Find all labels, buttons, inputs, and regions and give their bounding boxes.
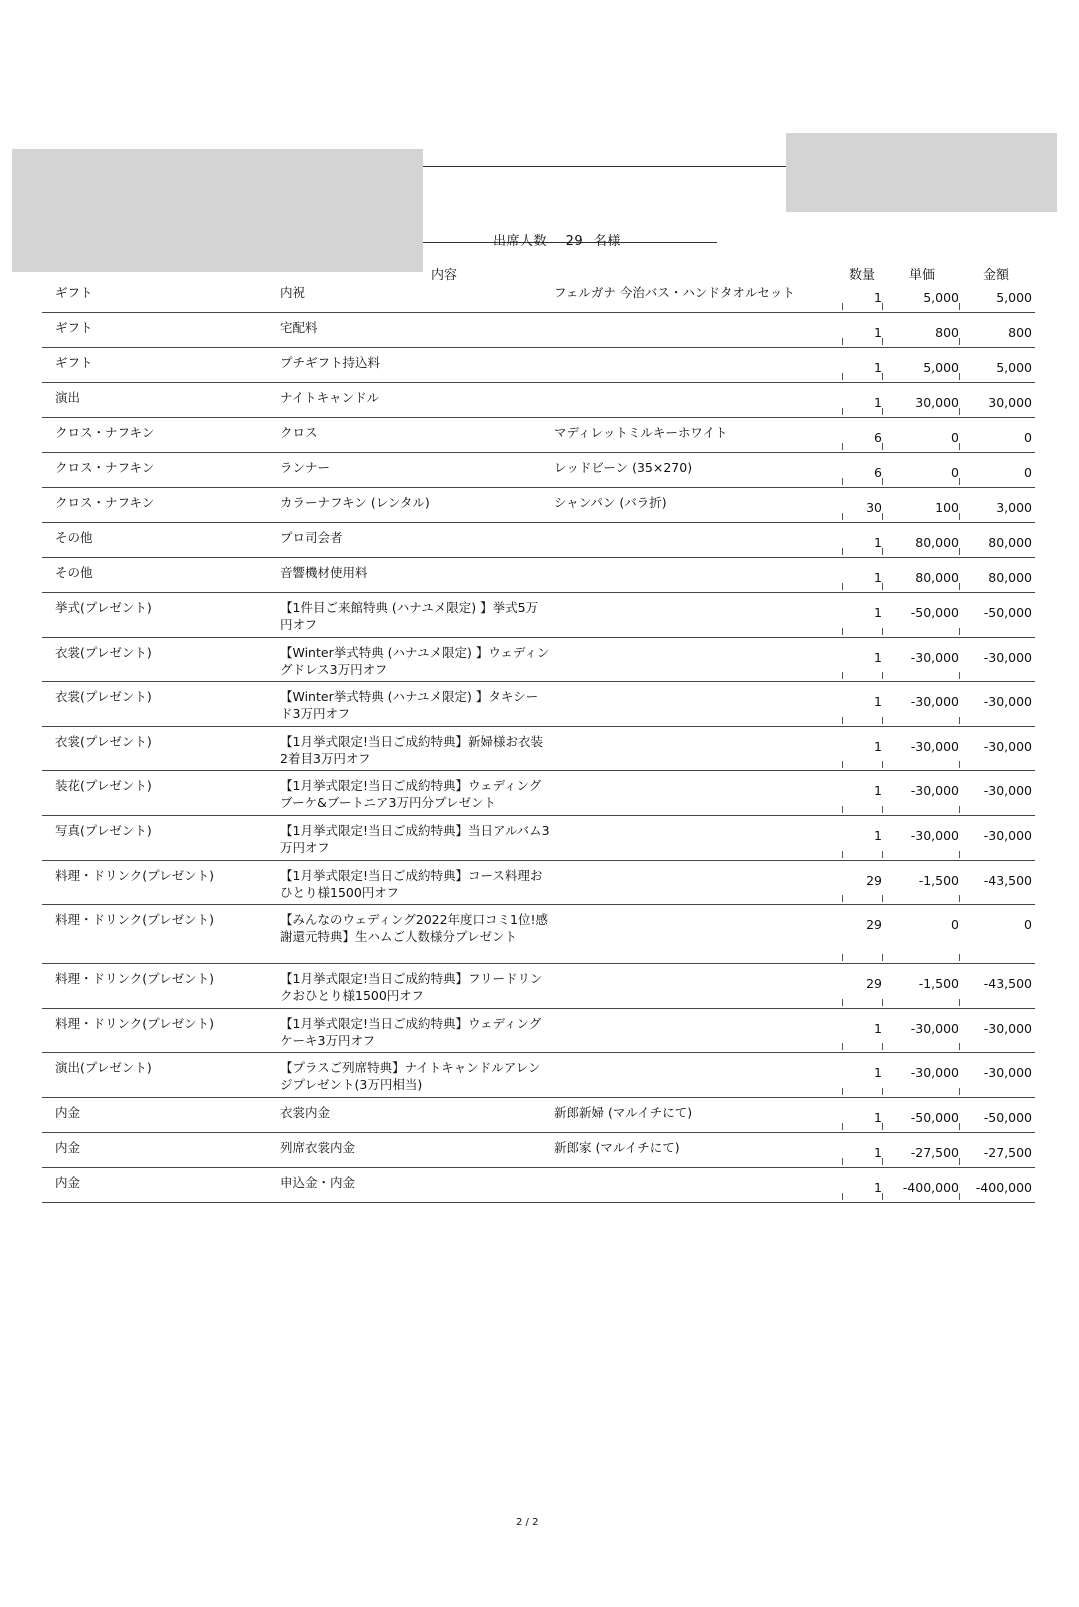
table-row: [42, 487, 1035, 523]
category-cell: 装花(プレゼント): [55, 778, 152, 793]
column-tick: [959, 999, 960, 1006]
column-tick: [959, 717, 960, 724]
quantity-cell: 29: [866, 917, 882, 932]
amount-cell: -30,000: [983, 828, 1032, 843]
item-cell: 【1月挙式限定!当日ご成約特典】ウェディングブーケ&ブートニア3万円分プレゼント: [280, 778, 542, 810]
unit-price-cell: -50,000: [910, 605, 959, 620]
unit-price-cell: 0: [951, 465, 959, 480]
attendance-line: [493, 230, 621, 249]
unit-price-cell: 30,000: [915, 395, 959, 410]
amount-cell: -30,000: [983, 1065, 1032, 1080]
unit-price-cell: 100: [935, 500, 959, 515]
category-cell: クロス・ナフキン: [55, 460, 155, 475]
table-row: [42, 770, 1035, 816]
column-tick: [842, 717, 843, 724]
quantity-cell: 6: [874, 465, 882, 480]
table-row: [42, 860, 1035, 905]
header-top-rule: [423, 166, 786, 167]
column-tick: [959, 303, 960, 310]
column-tick: [959, 806, 960, 813]
item-cell: 衣裳内金: [280, 1105, 331, 1120]
column-tick: [842, 478, 843, 485]
item-cell: プチギフト持込料: [280, 355, 381, 370]
unit-price-cell: -30,000: [910, 694, 959, 709]
category-cell: 料理・ドリンク(プレゼント): [55, 971, 215, 986]
column-tick: [959, 373, 960, 380]
item-cell: 【1月挙式限定!当日ご成約特典】当日アルバム3万円オフ: [280, 823, 550, 855]
column-tick: [882, 1043, 883, 1050]
item-cell: 【Winter挙式特典 (ハナユメ限定) 】タキシード3万円オフ: [280, 689, 539, 721]
column-tick: [842, 1158, 843, 1165]
column-tick: [842, 628, 843, 635]
column-tick: [959, 954, 960, 961]
quantity-cell: 1: [874, 570, 882, 585]
category-cell: 衣裳(プレゼント): [55, 645, 152, 660]
unit-price-cell: -30,000: [910, 783, 959, 798]
column-tick: [959, 672, 960, 679]
quantity-cell: 1: [874, 325, 882, 340]
table-row: [42, 452, 1035, 488]
category-cell: 演出: [55, 390, 81, 405]
item-cell: ランナー: [280, 460, 331, 475]
column-tick: [842, 513, 843, 520]
category-cell: その他: [55, 530, 93, 545]
column-tick: [959, 851, 960, 858]
category-cell: 料理・ドリンク(プレゼント): [55, 912, 215, 927]
item-cell: 【1月挙式限定!当日ご成約特典】ウェディングケーキ3万円オフ: [280, 1016, 542, 1048]
unit-price-cell: 0: [951, 430, 959, 445]
unit-price-cell: -30,000: [910, 1021, 959, 1036]
column-tick: [842, 338, 843, 345]
column-tick: [842, 672, 843, 679]
column-tick: [882, 338, 883, 345]
table-row: [42, 277, 1035, 313]
category-cell: 内金: [55, 1140, 81, 1155]
item-cell: 列席衣裳内金: [280, 1140, 356, 1155]
table-row: [42, 1167, 1035, 1203]
unit-price-cell: -27,500: [910, 1145, 959, 1160]
quantity-cell: 1: [874, 694, 882, 709]
amount-cell: -30,000: [983, 783, 1032, 798]
column-tick: [882, 895, 883, 902]
detail-cell: シャンパン (バラ折): [554, 495, 667, 510]
unit-price-cell: 80,000: [915, 535, 959, 550]
column-tick: [959, 443, 960, 450]
redacted-block-left: [12, 149, 423, 272]
column-tick: [842, 443, 843, 450]
item-cell: 【みんなのウェディング2022年度口コミ1位!感謝還元特典】生ハムご人数様分プレゼント: [280, 912, 549, 944]
item-cell: 音響機材使用料: [280, 565, 368, 580]
quantity-cell: 6: [874, 430, 882, 445]
unit-price-cell: -1,500: [918, 873, 959, 888]
unit-price-cell: 0: [951, 917, 959, 932]
amount-cell: -50,000: [983, 605, 1032, 620]
quantity-cell: 1: [874, 1065, 882, 1080]
column-tick: [882, 761, 883, 768]
amount-cell: 800: [1008, 325, 1032, 340]
category-cell: 内金: [55, 1105, 81, 1120]
category-cell: 内金: [55, 1175, 81, 1190]
unit-price-cell: 5,000: [923, 290, 959, 305]
column-tick: [842, 583, 843, 590]
page-number: 2 / 2: [516, 1517, 539, 1528]
table-row: [42, 963, 1035, 1009]
amount-cell: 0: [1024, 430, 1032, 445]
quantity-cell: 1: [874, 1145, 882, 1160]
unit-price-cell: 5,000: [923, 360, 959, 375]
column-tick: [842, 954, 843, 961]
quantity-cell: 1: [874, 1021, 882, 1036]
column-tick: [959, 478, 960, 485]
attendance-label: 出席人数: [493, 234, 548, 249]
column-tick: [882, 1193, 883, 1200]
quantity-cell: 1: [874, 1180, 882, 1195]
detail-cell: 新郎新婦 (マルイチにて): [554, 1105, 693, 1120]
unit-price-cell: -1,500: [918, 976, 959, 991]
table-row: [42, 312, 1035, 348]
column-tick: [959, 583, 960, 590]
category-cell: ギフト: [55, 355, 93, 370]
category-cell: 挙式(プレゼント): [55, 600, 152, 615]
quantity-cell: 1: [874, 535, 882, 550]
detail-cell: マディレットミルキーホワイト: [554, 425, 728, 440]
amount-cell: -30,000: [983, 650, 1032, 665]
column-tick: [882, 443, 883, 450]
column-tick: [842, 761, 843, 768]
table-row: [42, 637, 1035, 682]
table-row: [42, 592, 1035, 638]
detail-cell: レッドビーン (35×270): [554, 460, 693, 475]
item-cell: 【1月挙式限定!当日ご成約特典】コース料理おひとり様1500円オフ: [280, 868, 543, 900]
category-cell: その他: [55, 565, 93, 580]
column-tick: [882, 999, 883, 1006]
amount-cell: 3,000: [996, 500, 1032, 515]
column-tick: [842, 1193, 843, 1200]
quantity-cell: 1: [874, 605, 882, 620]
unit-price-cell: -30,000: [910, 1065, 959, 1080]
column-tick: [882, 303, 883, 310]
column-tick: [882, 583, 883, 590]
attendance-count: 29: [565, 234, 584, 249]
amount-cell: 0: [1024, 465, 1032, 480]
category-cell: 衣裳(プレゼント): [55, 734, 152, 749]
category-cell: 衣裳(プレゼント): [55, 689, 152, 704]
column-tick: [959, 1193, 960, 1200]
table-row: [42, 417, 1035, 453]
amount-cell: 0: [1024, 917, 1032, 932]
quantity-cell: 1: [874, 828, 882, 843]
column-tick: [882, 513, 883, 520]
amount-cell: -50,000: [983, 1110, 1032, 1125]
amount-cell: 5,000: [996, 360, 1032, 375]
column-tick: [882, 1158, 883, 1165]
quantity-cell: 1: [874, 783, 882, 798]
item-cell: 申込金・内金: [280, 1175, 356, 1190]
column-tick: [882, 1123, 883, 1130]
column-tick: [882, 851, 883, 858]
quantity-cell: 1: [874, 739, 882, 754]
table-row: [42, 1097, 1035, 1133]
column-tick: [842, 806, 843, 813]
amount-cell: -30,000: [983, 694, 1032, 709]
table-row: [42, 1132, 1035, 1168]
column-tick: [959, 1088, 960, 1095]
attendance-unit: 名様: [593, 234, 621, 249]
quantity-cell: 29: [866, 873, 882, 888]
item-cell: カラーナフキン (レンタル): [280, 495, 430, 510]
column-tick: [959, 628, 960, 635]
column-tick: [842, 1043, 843, 1050]
column-tick: [842, 303, 843, 310]
item-cell: 【1件目ご来館特典 (ハナユメ限定) 】挙式5万円オフ: [280, 600, 539, 632]
amount-cell: -400,000: [975, 1180, 1032, 1195]
column-tick: [882, 628, 883, 635]
item-cell: 【1月挙式限定!当日ご成約特典】フリードリンクおひとり様1500円オフ: [280, 971, 543, 1003]
amount-cell: 30,000: [988, 395, 1032, 410]
category-cell: 料理・ドリンク(プレゼント): [55, 868, 215, 883]
item-cell: 【1月挙式限定!当日ご成約特典】新婦様お衣装2着目3万円オフ: [280, 734, 543, 766]
quantity-cell: 1: [874, 360, 882, 375]
item-cell: 【Winter挙式特典 (ハナユメ限定) 】ウェディングドレス3万円オフ: [280, 645, 550, 677]
table-row: [42, 522, 1035, 558]
column-tick: [842, 1088, 843, 1095]
amount-cell: 80,000: [988, 570, 1032, 585]
unit-price-cell: 800: [935, 325, 959, 340]
column-tick: [842, 895, 843, 902]
category-cell: クロス・ナフキン: [55, 425, 155, 440]
column-tick: [959, 513, 960, 520]
column-tick: [882, 1088, 883, 1095]
column-tick: [882, 717, 883, 724]
amount-cell: -27,500: [983, 1145, 1032, 1160]
item-cell: 【プラスご列席特典】ナイトキャンドルアレンジプレゼント(3万円相当): [280, 1060, 541, 1092]
amount-cell: 80,000: [988, 535, 1032, 550]
table-row: [42, 726, 1035, 771]
amount-cell: -30,000: [983, 1021, 1032, 1036]
unit-price-cell: -400,000: [902, 1180, 959, 1195]
column-tick: [842, 373, 843, 380]
column-tick: [882, 806, 883, 813]
table-row: [42, 382, 1035, 418]
column-tick: [842, 548, 843, 555]
unit-price-cell: -30,000: [910, 828, 959, 843]
column-header-quantity: 数量: [849, 268, 876, 283]
category-cell: ギフト: [55, 320, 93, 335]
table-row: [42, 681, 1035, 727]
table-row: [42, 1052, 1035, 1098]
column-tick: [959, 761, 960, 768]
column-tick: [842, 408, 843, 415]
column-tick: [882, 672, 883, 679]
redacted-block-right: [786, 133, 1057, 212]
table-row: [42, 904, 1035, 964]
quantity-cell: 30: [866, 500, 882, 515]
quantity-cell: 1: [874, 1110, 882, 1125]
item-cell: ナイトキャンドル: [280, 390, 380, 405]
column-tick: [959, 1123, 960, 1130]
column-tick: [959, 548, 960, 555]
quantity-cell: 29: [866, 976, 882, 991]
category-cell: 演出(プレゼント): [55, 1060, 152, 1075]
unit-price-cell: -30,000: [910, 739, 959, 754]
column-tick: [842, 999, 843, 1006]
column-tick: [842, 1123, 843, 1130]
amount-cell: -30,000: [983, 739, 1032, 754]
quantity-cell: 1: [874, 290, 882, 305]
column-tick: [882, 408, 883, 415]
column-header-unit-price: 単価: [909, 268, 936, 283]
amount-cell: -43,500: [983, 976, 1032, 991]
amount-cell: 5,000: [996, 290, 1032, 305]
column-header-content: 内容: [431, 268, 458, 283]
category-cell: ギフト: [55, 285, 93, 300]
table-row: [42, 347, 1035, 383]
category-cell: 写真(プレゼント): [55, 823, 152, 838]
column-tick: [882, 478, 883, 485]
unit-price-cell: 80,000: [915, 570, 959, 585]
column-tick: [882, 373, 883, 380]
item-cell: クロス: [280, 425, 318, 440]
column-tick: [959, 408, 960, 415]
category-cell: 料理・ドリンク(プレゼント): [55, 1016, 215, 1031]
column-tick: [959, 338, 960, 345]
unit-price-cell: -30,000: [910, 650, 959, 665]
table-row: [42, 815, 1035, 861]
table-row: [42, 1008, 1035, 1053]
column-tick: [959, 1158, 960, 1165]
detail-cell: フェルガナ 今治バス・ハンドタオルセット: [554, 285, 795, 300]
detail-cell: 新郎家 (マルイチにて): [554, 1140, 680, 1155]
quantity-cell: 1: [874, 395, 882, 410]
unit-price-cell: -50,000: [910, 1110, 959, 1125]
column-tick: [882, 548, 883, 555]
column-tick: [959, 1043, 960, 1050]
column-tick: [842, 851, 843, 858]
item-cell: 宅配料: [280, 320, 318, 335]
item-cell: 内祝: [280, 285, 306, 300]
column-tick: [882, 954, 883, 961]
quantity-cell: 1: [874, 650, 882, 665]
category-cell: クロス・ナフキン: [55, 495, 155, 510]
column-tick: [959, 895, 960, 902]
column-header-amount: 金額: [983, 268, 1010, 283]
item-cell: プロ司会者: [280, 530, 343, 545]
table-row: [42, 557, 1035, 593]
amount-cell: -43,500: [983, 873, 1032, 888]
